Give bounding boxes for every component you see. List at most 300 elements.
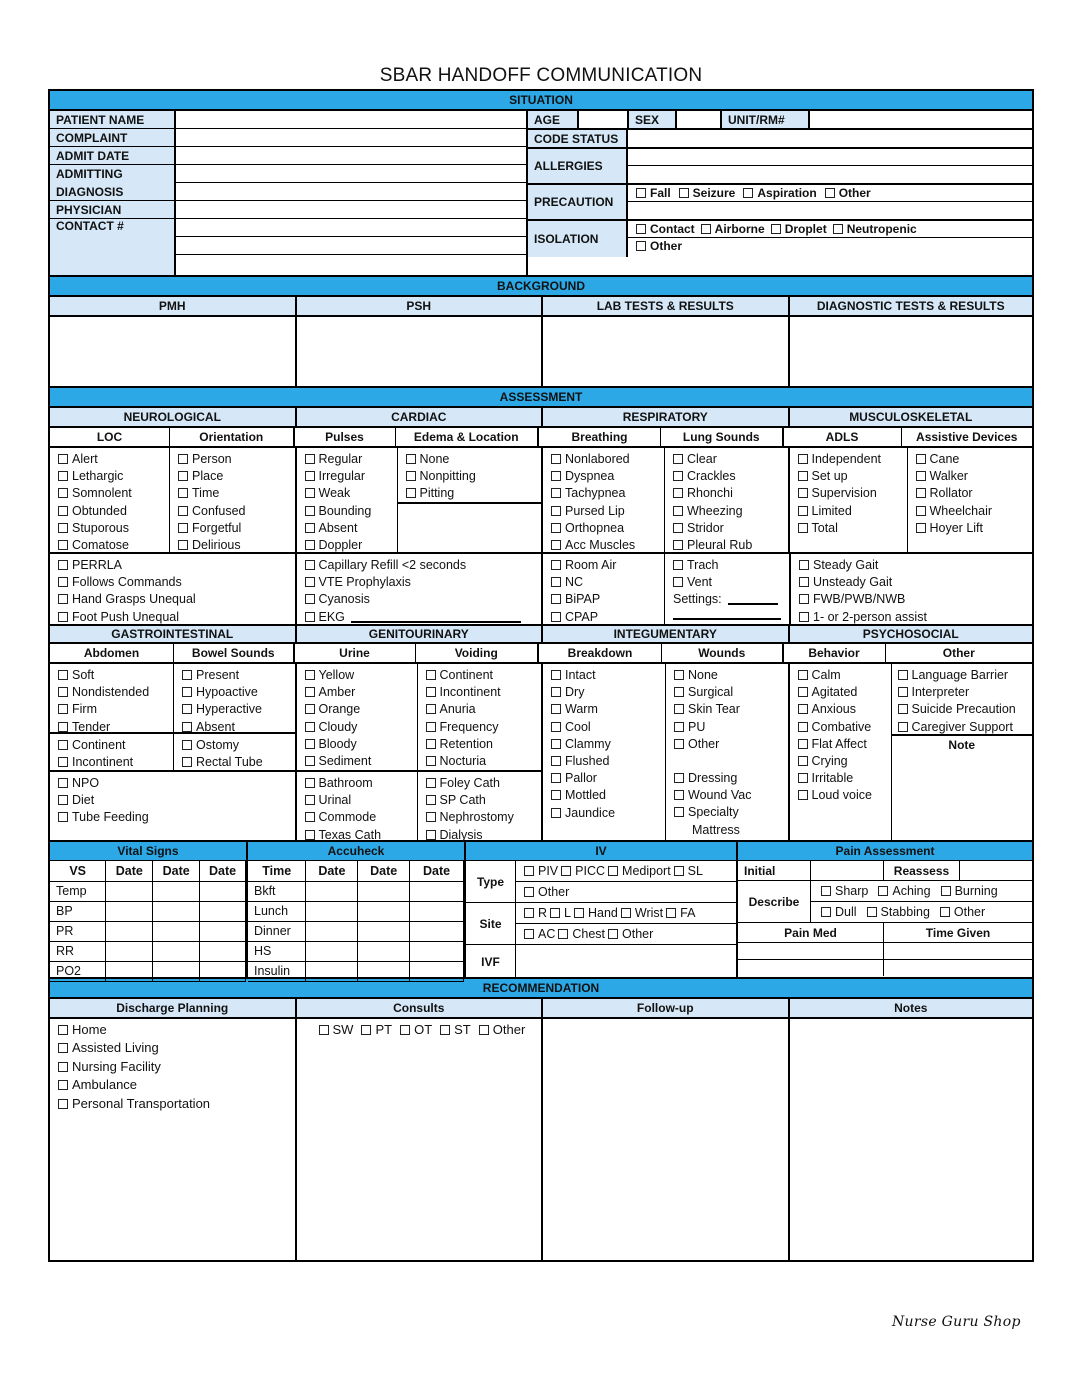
checkbox-orientation[interactable] xyxy=(178,485,287,502)
table-cell[interactable] xyxy=(358,901,410,921)
breathing-list xyxy=(543,448,665,552)
edema-list xyxy=(398,448,542,504)
psychosocial-other-list xyxy=(892,664,1033,736)
checkbox-msk2-label: Unsteady Gait xyxy=(813,575,893,590)
checkbox-cont[interactable] xyxy=(58,754,165,771)
checkbox-ostomy[interactable] xyxy=(182,754,287,771)
checkbox-behavior[interactable] xyxy=(798,701,883,718)
checkbox-loc[interactable] xyxy=(58,468,161,485)
table-cell[interactable] xyxy=(200,921,246,941)
checkbox-orientation-label: Delirious xyxy=(192,538,241,553)
row-label: RR xyxy=(50,941,106,961)
checkbox-devices[interactable] xyxy=(916,485,1025,502)
precaution-option[interactable] xyxy=(636,186,671,200)
checkbox-wounds[interactable] xyxy=(674,667,780,684)
checkbox-breakdown[interactable] xyxy=(551,701,657,718)
discharge-option[interactable] xyxy=(58,1076,287,1094)
checkbox-gu2b[interactable] xyxy=(426,792,534,809)
checkbox-breathing[interactable] xyxy=(551,503,656,520)
checkbox-neuro2[interactable] xyxy=(58,574,287,591)
checkbox-gu2a-label: Urinal xyxy=(318,793,352,808)
notes-field[interactable] xyxy=(790,1019,1033,1260)
table-header: Date xyxy=(306,861,358,881)
table-cell[interactable] xyxy=(153,901,200,921)
discharge-option[interactable] xyxy=(58,1039,287,1057)
table-cell[interactable] xyxy=(306,881,358,901)
checkbox-msk2[interactable] xyxy=(799,609,1024,626)
iv-table xyxy=(466,842,738,977)
checkbox-wounds2[interactable] xyxy=(674,787,780,804)
iv-type-option[interactable] xyxy=(561,864,605,878)
consult-option[interactable] xyxy=(400,1022,432,1037)
iv-site-option[interactable] xyxy=(621,906,663,920)
checkbox-wounds[interactable] xyxy=(674,736,780,753)
iv-type-option[interactable] xyxy=(524,885,569,899)
iv-site-option-label: FA xyxy=(680,906,696,920)
checkbox-behavior[interactable] xyxy=(798,684,883,701)
patient-field-line[interactable] xyxy=(176,255,526,272)
checkbox-resp2a[interactable] xyxy=(551,591,656,608)
checkbox-voiding-label: Nocturia xyxy=(439,754,487,769)
checkbox-resp2b[interactable] xyxy=(673,557,781,574)
consult-option[interactable] xyxy=(479,1022,526,1037)
pulses-list xyxy=(297,448,398,552)
sbar-form xyxy=(48,63,1034,1262)
iv-type-option-label: PIV xyxy=(538,864,559,878)
checkbox-breakdown[interactable] xyxy=(551,667,657,684)
table-cell[interactable] xyxy=(106,901,153,921)
checkbox-pulses[interactable] xyxy=(305,520,389,537)
checkbox-breakdown-label: Mottled xyxy=(565,788,606,803)
ivf-field[interactable] xyxy=(516,945,736,978)
checkbox-orientation[interactable] xyxy=(178,537,287,554)
consult-option[interactable] xyxy=(361,1022,392,1037)
checkbox-bowel[interactable] xyxy=(182,701,287,718)
checkbox-edema-label: Nonpitting xyxy=(419,469,476,484)
form-frame xyxy=(48,89,1034,1262)
checkbox-abdomen[interactable] xyxy=(58,684,165,701)
patient-fields[interactable] xyxy=(176,111,526,275)
checkbox-wounds2-label: Specialty xyxy=(688,805,739,820)
checkbox-other-label: Language Barrier xyxy=(911,668,1009,682)
table-cell[interactable] xyxy=(200,961,246,981)
checkbox-gu2a-label: Texas Cath xyxy=(318,827,382,842)
table-cell[interactable] xyxy=(410,901,464,921)
checkbox-behavior[interactable] xyxy=(798,753,883,770)
reassess-field[interactable] xyxy=(960,861,1032,880)
checkbox-edema[interactable] xyxy=(406,485,534,502)
table-cell[interactable] xyxy=(106,941,153,961)
allergies-line xyxy=(628,149,1032,166)
checkbox-gu2b[interactable] xyxy=(426,809,534,826)
checkbox-adls[interactable] xyxy=(798,520,899,537)
checkbox-loc[interactable] xyxy=(58,537,161,554)
checkbox-neuro2[interactable] xyxy=(58,609,287,626)
checkbox-diet[interactable] xyxy=(58,775,287,792)
patient-field-line[interactable] xyxy=(176,111,526,129)
checkbox-resp2b-label: Vent xyxy=(687,575,713,590)
wounds-list xyxy=(666,664,788,840)
checkbox-bowel-label: Absent xyxy=(196,719,235,734)
iv-site-option[interactable] xyxy=(524,927,555,941)
checkbox-diet[interactable] xyxy=(58,809,287,826)
iv-site-option[interactable] xyxy=(574,906,618,920)
pain-describe-option[interactable] xyxy=(867,905,930,919)
initial-label: Initial xyxy=(738,861,811,880)
table-cell[interactable] xyxy=(306,901,358,921)
voiding-list xyxy=(418,664,542,770)
follow-up-field[interactable] xyxy=(543,1019,790,1260)
checkbox-lung[interactable] xyxy=(673,468,780,485)
checkbox-neuro2[interactable] xyxy=(58,591,287,608)
checkbox-pulses[interactable] xyxy=(305,485,389,502)
isolation-other[interactable]: Other xyxy=(628,238,1032,255)
isolation-option[interactable] xyxy=(636,222,695,236)
checkbox-devices[interactable] xyxy=(916,468,1025,485)
patient-field-line[interactable] xyxy=(176,237,526,255)
checkbox-behavior-label: Calm xyxy=(811,668,841,682)
checkbox-loc[interactable] xyxy=(58,451,161,468)
table-cell[interactable] xyxy=(358,941,410,961)
checkbox-breathing-label: Nonlabored xyxy=(565,452,630,466)
isolation-option[interactable] xyxy=(833,222,917,236)
checkbox-cont[interactable] xyxy=(58,737,165,754)
patient-field-line[interactable] xyxy=(176,201,526,219)
initial-field[interactable] xyxy=(811,861,884,880)
checkbox-lung[interactable] xyxy=(673,451,780,468)
checkbox-breakdown[interactable] xyxy=(551,684,657,701)
checkbox-breathing[interactable] xyxy=(551,468,656,485)
table-cell[interactable] xyxy=(358,961,410,981)
checkbox-wounds[interactable] xyxy=(674,684,780,701)
table-header: Time xyxy=(248,861,306,881)
column-header: PSYCHOSOCIAL xyxy=(862,627,959,641)
age-field[interactable] xyxy=(579,111,629,128)
checkbox-loc-label: Somnolent xyxy=(72,486,132,501)
orientation-list xyxy=(170,448,295,552)
table-cell[interactable] xyxy=(358,881,410,901)
checkbox-breathing[interactable] xyxy=(551,451,656,468)
checkbox-gu2b[interactable] xyxy=(426,775,534,792)
checkbox-bowel[interactable] xyxy=(182,667,287,684)
checkbox-wounds2-label: Wound Vac xyxy=(688,788,752,803)
checkbox-urine[interactable] xyxy=(305,736,409,753)
checkbox-breathing[interactable] xyxy=(551,485,656,502)
checkbox-other[interactable] xyxy=(898,701,1025,718)
checkbox-breakdown[interactable] xyxy=(551,770,657,787)
checkbox-pulses[interactable] xyxy=(305,537,389,554)
code-status-field[interactable] xyxy=(628,130,1032,147)
checkbox-voiding[interactable] xyxy=(426,701,534,718)
iv-type-label: Type xyxy=(466,861,516,902)
checkbox-lung[interactable] xyxy=(673,537,780,554)
iv-type-option[interactable] xyxy=(674,864,703,878)
checkbox-msk2-label: 1- or 2-person assist xyxy=(813,609,927,624)
pain-describe-option[interactable] xyxy=(941,884,998,898)
checkbox-voiding[interactable] xyxy=(426,719,534,736)
column-header: RESPIRATORY xyxy=(543,408,790,426)
discharge-option[interactable] xyxy=(58,1095,287,1113)
patient-field-line[interactable] xyxy=(176,183,526,201)
checkbox-wounds2[interactable] xyxy=(674,770,780,787)
subheader: Lung Sounds xyxy=(661,428,784,446)
patient-field-line[interactable] xyxy=(176,129,526,147)
table-cell[interactable] xyxy=(106,961,153,981)
toileting-list xyxy=(297,772,418,842)
checkbox-bowel-label: Hypoactive xyxy=(196,685,258,700)
checkbox-behavior[interactable] xyxy=(798,787,883,804)
checkbox-diet[interactable] xyxy=(58,792,287,809)
checkbox-behavior[interactable] xyxy=(798,736,883,753)
checkbox-breakdown[interactable] xyxy=(551,736,657,753)
checkbox-cardiac2[interactable] xyxy=(305,609,534,626)
page-title: SBAR HANDOFF COMMUNICATION xyxy=(379,65,703,86)
checkbox-gu2a[interactable] xyxy=(305,792,409,809)
checkbox-lung[interactable] xyxy=(673,503,780,520)
checkbox-msk2[interactable] xyxy=(799,591,1024,608)
patient-label: PHYSICIAN xyxy=(50,201,174,219)
consult-option[interactable] xyxy=(440,1022,471,1037)
pain-describe-option-label: Aching xyxy=(892,884,931,898)
checkbox-loc[interactable] xyxy=(58,520,161,537)
table-cell[interactable] xyxy=(153,921,200,941)
table-cell[interactable] xyxy=(306,941,358,961)
recommendation-block xyxy=(50,1019,1032,1260)
checkbox-gu2a[interactable] xyxy=(305,809,409,826)
discharge-label: Assisted Living xyxy=(72,1040,159,1056)
unit-field[interactable] xyxy=(810,111,1032,128)
iv-site-option[interactable] xyxy=(524,906,547,920)
checkbox-breakdown[interactable] xyxy=(551,787,657,804)
isolation-option[interactable] xyxy=(771,222,827,236)
checkbox-lung[interactable] xyxy=(673,520,780,537)
checkbox-voiding-label: Retention xyxy=(439,736,494,751)
checkbox-behavior-label: Loud voice xyxy=(811,788,872,803)
checkbox-adls[interactable] xyxy=(798,503,899,520)
iv-type-option[interactable] xyxy=(608,864,671,878)
checkbox-msk2[interactable] xyxy=(799,557,1024,574)
checkbox-breathing[interactable] xyxy=(551,520,656,537)
checkbox-breakdown-label: Jaundice xyxy=(565,805,616,820)
checkbox-behavior[interactable] xyxy=(798,719,883,736)
checkbox-resp2a[interactable] xyxy=(551,557,656,574)
checkbox-voiding[interactable] xyxy=(426,667,534,684)
checkbox-urine[interactable] xyxy=(305,701,409,718)
pain-describe-option[interactable] xyxy=(940,905,985,919)
table-header: Date xyxy=(106,861,153,881)
checkbox-voiding[interactable] xyxy=(426,684,534,701)
checkbox-cardiac2[interactable] xyxy=(305,591,534,608)
checkbox-devices[interactable] xyxy=(916,503,1025,520)
checkbox-gu2a[interactable] xyxy=(305,775,409,792)
unit-label: UNIT/RM# xyxy=(722,111,810,128)
checkbox-other-label: Caregiver Support xyxy=(911,719,1013,734)
checkbox-wounds-label: None xyxy=(688,668,718,682)
continence-list xyxy=(50,734,174,770)
precaution-option-label: Fall xyxy=(650,186,671,200)
table-cell[interactable] xyxy=(200,941,246,961)
checkbox-bowel-label: Present xyxy=(196,668,240,682)
checkbox-pulses[interactable] xyxy=(305,451,389,468)
checkbox-voiding[interactable] xyxy=(426,736,534,753)
checkbox-other[interactable] xyxy=(898,684,1025,701)
table-cell[interactable] xyxy=(153,881,200,901)
iv-site-option-label: AC xyxy=(538,927,556,941)
checkbox-devices[interactable] xyxy=(916,451,1025,468)
checkbox-edema[interactable] xyxy=(406,468,534,485)
iv-site-option-label: Other xyxy=(622,927,654,941)
checkbox-voiding[interactable] xyxy=(426,753,534,770)
discharge-option[interactable] xyxy=(58,1058,287,1076)
checkbox-breakdown[interactable] xyxy=(551,753,657,770)
table-cell[interactable] xyxy=(410,921,464,941)
iv-site-option[interactable] xyxy=(666,906,695,920)
checkbox-urine[interactable] xyxy=(305,719,409,736)
precaution-option[interactable] xyxy=(825,186,871,200)
checkbox-breathing[interactable] xyxy=(551,537,656,554)
checkbox-breakdown[interactable] xyxy=(551,719,657,736)
situation-block xyxy=(50,111,1032,277)
consult-option-label: OT xyxy=(414,1022,433,1037)
table-cell[interactable] xyxy=(153,961,200,981)
pain-describe-option[interactable] xyxy=(821,905,857,919)
checkbox-behavior[interactable] xyxy=(798,770,883,787)
checkbox-adls[interactable] xyxy=(798,468,899,485)
checkbox-loc-label: Obtunded xyxy=(72,503,127,518)
checkbox-wounds2[interactable] xyxy=(674,804,780,821)
table-cell[interactable] xyxy=(306,921,358,941)
checkbox-loc[interactable] xyxy=(58,503,161,520)
precaution-option[interactable] xyxy=(679,186,736,200)
time-given-label: Time Given xyxy=(925,925,991,940)
table-cell[interactable] xyxy=(106,881,153,901)
settings-field[interactable]: Settings: xyxy=(673,591,781,608)
checkbox-bowel[interactable] xyxy=(182,684,287,701)
checkbox-urine[interactable] xyxy=(305,753,409,770)
iv-site-option[interactable] xyxy=(550,906,571,920)
pain-describe-option-label: Burning xyxy=(954,884,998,898)
consult-option[interactable] xyxy=(319,1022,354,1037)
background-fields[interactable] xyxy=(50,317,1032,388)
table-cell[interactable] xyxy=(410,941,464,961)
isolation-option[interactable] xyxy=(701,222,765,236)
discharge-label: Home xyxy=(72,1022,107,1037)
checkbox-other[interactable] xyxy=(898,719,1025,736)
row-label: PO2 xyxy=(50,961,106,981)
pain-describe-option[interactable] xyxy=(878,884,930,898)
checkbox-adls[interactable] xyxy=(798,485,899,502)
iv-type-option[interactable] xyxy=(524,864,558,878)
checkbox-resp2b[interactable] xyxy=(673,574,781,591)
checkbox-cardiac2[interactable] xyxy=(305,574,534,591)
checkbox-gu2a-label: Bathroom xyxy=(318,776,373,790)
checkbox-breakdown[interactable] xyxy=(551,805,657,822)
checkbox-voiding-label: Incontinent xyxy=(439,685,501,700)
checkbox-wounds[interactable] xyxy=(674,701,780,718)
sex-field[interactable] xyxy=(677,111,722,128)
checkbox-neuro2-label: Foot Push Unequal xyxy=(72,609,180,624)
checkbox-msk2[interactable] xyxy=(799,574,1024,591)
iv-site-option[interactable] xyxy=(558,927,605,941)
checkbox-devices-label: Wheelchair xyxy=(929,503,993,518)
checkbox-pulses-label: Weak xyxy=(318,486,351,501)
checkbox-lung[interactable] xyxy=(673,485,780,502)
ostomy-list xyxy=(174,734,295,770)
checkbox-adls-label: Set up xyxy=(811,469,848,484)
pain-describe-option[interactable] xyxy=(821,884,868,898)
row-label: PR xyxy=(50,921,106,941)
checkbox-abdomen[interactable] xyxy=(58,701,165,718)
discharge-label: Ambulance xyxy=(72,1077,138,1093)
vital-signs-table xyxy=(50,842,248,977)
checkbox-lung-label: Crackles xyxy=(687,469,736,484)
checkbox-loc[interactable] xyxy=(58,485,161,502)
checkbox-devices[interactable] xyxy=(916,520,1025,537)
table-cell[interactable] xyxy=(200,901,246,921)
table-cell[interactable] xyxy=(106,921,153,941)
checkbox-ostomy[interactable] xyxy=(182,737,287,754)
checkbox-breathing-label: Orthopnea xyxy=(565,520,625,535)
patient-field-line[interactable] xyxy=(176,147,526,165)
checkbox-resp2a[interactable] xyxy=(551,609,656,626)
subheader: ADLS xyxy=(784,428,902,446)
isolation-checkboxes xyxy=(628,221,1032,238)
checkbox-other[interactable] xyxy=(898,667,1025,684)
checkbox-abdomen[interactable] xyxy=(58,667,165,684)
patient-field-line[interactable] xyxy=(176,165,526,183)
checkbox-orientation[interactable] xyxy=(178,451,287,468)
table-cell[interactable] xyxy=(306,961,358,981)
checkbox-adls[interactable] xyxy=(798,451,899,468)
checkbox-neuro2[interactable] xyxy=(58,557,287,574)
patient-field-line[interactable] xyxy=(176,219,526,237)
subheader: Orientation xyxy=(170,428,295,446)
column-header: Notes xyxy=(790,999,1033,1017)
checkbox-wounds[interactable] xyxy=(674,719,780,736)
table-cell[interactable] xyxy=(358,921,410,941)
table-cell[interactable] xyxy=(410,961,464,981)
iv-site-option[interactable] xyxy=(608,927,653,941)
checkbox-orientation[interactable] xyxy=(178,468,287,485)
row-label: Lunch xyxy=(248,901,306,921)
patient-label: ADMITTING xyxy=(56,167,123,181)
checkbox-urine[interactable] xyxy=(305,667,409,684)
diet-list xyxy=(50,772,295,830)
table-cell[interactable] xyxy=(410,881,464,901)
checkbox-behavior-label: Irritable xyxy=(811,771,854,786)
table-header: Date xyxy=(410,861,464,881)
checkbox-resp2a[interactable] xyxy=(551,574,656,591)
adls-list xyxy=(790,448,908,552)
checkbox-cardiac2[interactable] xyxy=(305,557,534,574)
checkbox-behavior[interactable] xyxy=(798,667,883,684)
table-cell[interactable] xyxy=(200,881,246,901)
checkbox-orientation[interactable] xyxy=(178,520,287,537)
checkbox-edema[interactable] xyxy=(406,451,534,468)
discharge-option[interactable] xyxy=(58,1021,287,1039)
checkbox-pulses[interactable] xyxy=(305,503,389,520)
checkbox-orientation[interactable] xyxy=(178,503,287,520)
accucheck-header: Accuheck xyxy=(248,842,464,861)
precaution-option[interactable] xyxy=(743,186,816,200)
checkbox-ostomy-label: Rectal Tube xyxy=(196,755,263,770)
checkbox-urine[interactable] xyxy=(305,684,409,701)
checkbox-breakdown-label: Flushed xyxy=(565,754,610,769)
checkbox-pulses[interactable] xyxy=(305,468,389,485)
allergies-field[interactable] xyxy=(628,149,1032,183)
table-cell[interactable] xyxy=(153,941,200,961)
row-label: HS xyxy=(248,941,306,961)
